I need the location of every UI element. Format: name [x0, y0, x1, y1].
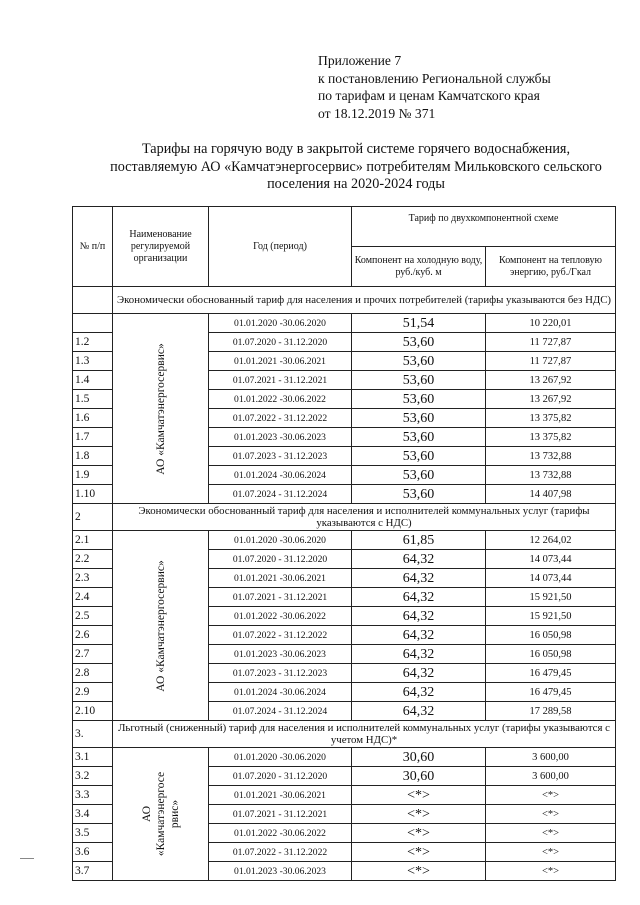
organization-cell	[113, 531, 209, 721]
cold-water-component: 64,32	[352, 607, 486, 626]
row-number: 1.6	[73, 409, 113, 428]
cold-water-component: 53,60	[352, 466, 486, 485]
period-cell: 01.07.2023 - 31.12.2023	[209, 447, 352, 466]
row-number: 1.9	[73, 466, 113, 485]
row-number: 3.5	[73, 824, 113, 843]
appendix-header	[318, 52, 551, 122]
heat-energy-component: 13 732,88	[486, 466, 616, 485]
heat-energy-component: 15 921,50	[486, 607, 616, 626]
row-number: 2.10	[73, 702, 113, 721]
row-number: 2.2	[73, 550, 113, 569]
cold-water-component: 53,60	[352, 485, 486, 504]
heat-energy-component: 16 050,98	[486, 645, 616, 664]
row-number: 1.7	[73, 428, 113, 447]
heat-energy-component: <*>	[486, 824, 616, 843]
period-cell: 01.01.2024 -30.06.2024	[209, 466, 352, 485]
cold-water-component: 64,32	[352, 550, 486, 569]
period-cell: 01.01.2021 -30.06.2021	[209, 352, 352, 371]
header-heat: Компонент на тепловую энергию, руб./Гкал	[486, 247, 616, 287]
period-cell: 01.01.2023 -30.06.2023	[209, 862, 352, 881]
period-cell: 01.07.2021 - 31.12.2021	[209, 588, 352, 607]
section-title: Льготный (сниженный) тариф для населения и исполнителей коммунальных услуг (тарифы указываются с учетом НДС)*	[113, 721, 616, 748]
period-cell: 01.07.2022 - 31.12.2022	[209, 626, 352, 645]
tariff-table	[72, 206, 616, 881]
row-number: 3.7	[73, 862, 113, 881]
header-cold: Компонент на холодную воду, руб./куб. м	[352, 247, 486, 287]
row-number: 2.3	[73, 569, 113, 588]
period-cell: 01.01.2020 -30.06.2020	[209, 314, 352, 333]
cold-water-component: 53,60	[352, 409, 486, 428]
heat-energy-component: 15 921,50	[486, 588, 616, 607]
cold-water-component: 53,60	[352, 352, 486, 371]
row-number: 1.4	[73, 371, 113, 390]
heat-energy-component: 14 073,44	[486, 550, 616, 569]
heat-energy-component: 3 600,00	[486, 767, 616, 786]
table-row	[73, 531, 616, 550]
row-number: 2.1	[73, 531, 113, 550]
cold-water-component: 64,32	[352, 645, 486, 664]
cold-water-component: 64,32	[352, 626, 486, 645]
organization-name: АО «Камчатэнергосервис»	[154, 559, 167, 692]
period-cell: 01.01.2023 -30.06.2023	[209, 428, 352, 447]
header-period: Год (период)	[209, 207, 352, 287]
heat-energy-component: <*>	[486, 862, 616, 881]
table-row	[73, 314, 616, 333]
heat-energy-component: 3 600,00	[486, 748, 616, 767]
period-cell: 01.01.2020 -30.06.2020	[209, 531, 352, 550]
margin-mark	[20, 858, 34, 859]
period-cell: 01.07.2023 - 31.12.2023	[209, 664, 352, 683]
cold-water-component: 51,54	[352, 314, 486, 333]
appendix-line: по тарифам и ценам Камчатского края	[318, 88, 540, 103]
cold-water-component: <*>	[352, 805, 486, 824]
section-header-row	[73, 504, 616, 531]
period-cell: 01.01.2022 -30.06.2022	[209, 607, 352, 626]
row-number: 2.8	[73, 664, 113, 683]
organization-name-line: АО	[140, 805, 153, 823]
appendix-line: от 18.12.2019 № 371	[318, 105, 436, 121]
cold-water-component: 64,32	[352, 588, 486, 607]
period-cell: 01.01.2023 -30.06.2023	[209, 645, 352, 664]
appendix-line: к постановлению Региональной службы	[318, 70, 551, 86]
cold-water-component: <*>	[352, 824, 486, 843]
row-number: 1.5	[73, 390, 113, 409]
heat-energy-component: 13 375,82	[486, 409, 616, 428]
cold-water-component: 53,60	[352, 371, 486, 390]
row-number: 2.4	[73, 588, 113, 607]
cold-water-component: 53,60	[352, 333, 486, 352]
cold-water-component: 64,32	[352, 702, 486, 721]
section-header-row	[73, 287, 616, 314]
period-cell: 01.07.2022 - 31.12.2022	[209, 409, 352, 428]
header-org: Наименование регулируемой организации	[113, 207, 209, 287]
heat-energy-component: 13 732,88	[486, 447, 616, 466]
section-header-row	[73, 721, 616, 748]
cold-water-component: 30,60	[352, 767, 486, 786]
row-number: 2.6	[73, 626, 113, 645]
heat-energy-component: 11 727,87	[486, 352, 616, 371]
cold-water-component: 30,60	[352, 748, 486, 767]
row-number: 2.5	[73, 607, 113, 626]
heat-energy-component: 13 267,92	[486, 371, 616, 390]
document-title: Тарифы на горячую воду в закрытой системе горячего водоснабжения, поставляемую АО «Камчатэнергосервис» потребителям Мильковского сельского поселения на 2020-2024 годы	[110, 141, 602, 192]
heat-energy-component: <*>	[486, 843, 616, 862]
cold-water-component: 53,60	[352, 390, 486, 409]
heat-energy-component: 14 407,98	[486, 485, 616, 504]
row-number: 1.10	[73, 485, 113, 504]
period-cell: 01.01.2021 -30.06.2021	[209, 569, 352, 588]
heat-energy-component: <*>	[486, 805, 616, 824]
section-title: Экономически обоснованный тариф для населения и прочих потребителей (тарифы указываются без НДС)	[113, 287, 616, 314]
period-cell: 01.07.2020 - 31.12.2020	[209, 550, 352, 569]
heat-energy-component: 16 479,45	[486, 664, 616, 683]
heat-energy-component: 13 267,92	[486, 390, 616, 409]
row-number: 3.2	[73, 767, 113, 786]
header-num: № п/п	[73, 207, 113, 287]
header-tariff: Тариф по двухкомпонентной схеме	[352, 207, 616, 247]
appendix-line: Приложение 7	[318, 53, 402, 68]
organization-name	[140, 772, 182, 856]
period-cell: 01.01.2022 -30.06.2022	[209, 390, 352, 409]
section-title: Экономически обоснованный тариф для населения и исполнителей коммунальных услуг (тарифы указываются с НДС)	[113, 504, 616, 531]
heat-energy-component: 16 479,45	[486, 683, 616, 702]
period-cell: 01.07.2024 - 31.12.2024	[209, 485, 352, 504]
cold-water-component: 61,85	[352, 531, 486, 550]
period-cell: 01.01.2020 -30.06.2020	[209, 748, 352, 767]
row-number: 3.3	[73, 786, 113, 805]
row-number: 1.3	[73, 352, 113, 371]
row-number	[73, 314, 113, 333]
period-cell: 01.01.2021 -30.06.2021	[209, 786, 352, 805]
heat-energy-component: 12 264,02	[486, 531, 616, 550]
row-number: 1.2	[73, 333, 113, 352]
section-number: 2	[73, 504, 113, 531]
heat-energy-component: 14 073,44	[486, 569, 616, 588]
table-row	[73, 748, 616, 767]
section-number	[73, 287, 113, 314]
heat-energy-component: 10 220,01	[486, 314, 616, 333]
section-number: 3.	[73, 721, 113, 748]
organization-cell	[113, 314, 209, 504]
row-number: 2.9	[73, 683, 113, 702]
period-cell: 01.07.2021 - 31.12.2021	[209, 371, 352, 390]
row-number: 1.8	[73, 447, 113, 466]
period-cell: 01.07.2022 - 31.12.2022	[209, 843, 352, 862]
organization-name: АО «Камчатэнергосервис»	[154, 342, 167, 475]
heat-energy-component: 11 727,87	[486, 333, 616, 352]
cold-water-component: 64,32	[352, 683, 486, 702]
row-number: 3.4	[73, 805, 113, 824]
cold-water-component: <*>	[352, 862, 486, 881]
organization-cell	[113, 748, 209, 881]
cold-water-component: 53,60	[352, 428, 486, 447]
heat-energy-component: 13 375,82	[486, 428, 616, 447]
organization-name-line: рвис»	[168, 799, 181, 829]
cold-water-component: <*>	[352, 786, 486, 805]
row-number: 2.7	[73, 645, 113, 664]
cold-water-component: 64,32	[352, 569, 486, 588]
period-cell: 01.07.2024 - 31.12.2024	[209, 702, 352, 721]
heat-energy-component: 17 289,58	[486, 702, 616, 721]
period-cell: 01.01.2024 -30.06.2024	[209, 683, 352, 702]
heat-energy-component: 16 050,98	[486, 626, 616, 645]
cold-water-component: 64,32	[352, 664, 486, 683]
cold-water-component: 53,60	[352, 447, 486, 466]
period-cell: 01.07.2020 - 31.12.2020	[209, 333, 352, 352]
cold-water-component: <*>	[352, 843, 486, 862]
period-cell: 01.07.2021 - 31.12.2021	[209, 805, 352, 824]
organization-name-line: «Камчатэнергосе	[154, 771, 167, 857]
row-number: 3.1	[73, 748, 113, 767]
row-number: 3.6	[73, 843, 113, 862]
heat-energy-component: <*>	[486, 786, 616, 805]
period-cell: 01.01.2022 -30.06.2022	[209, 824, 352, 843]
period-cell: 01.07.2020 - 31.12.2020	[209, 767, 352, 786]
